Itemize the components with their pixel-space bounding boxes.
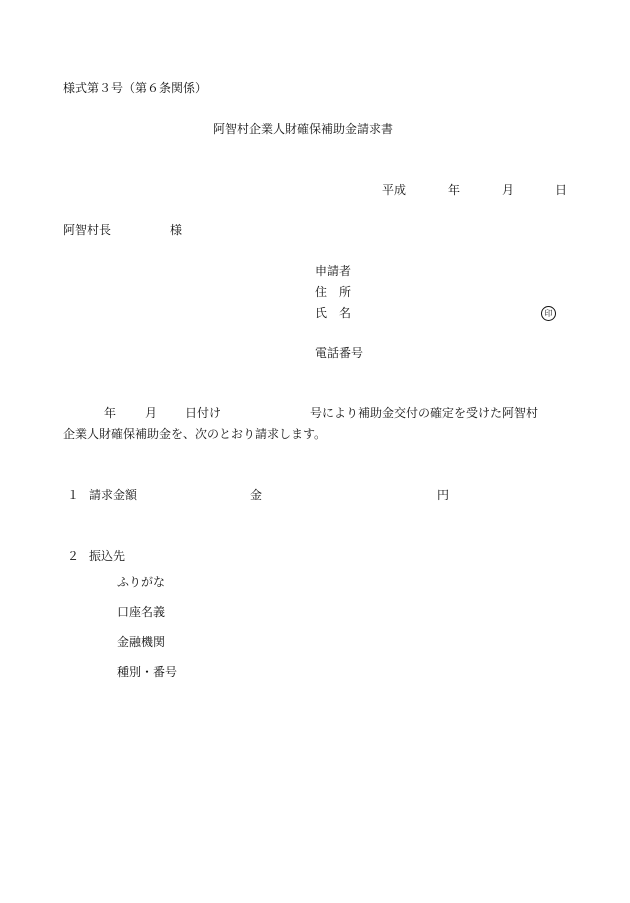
addressee-name: 阿智村長: [63, 223, 112, 237]
form-number: 様式第３号（第６条関係）: [63, 81, 208, 95]
applicant-address-label: 住 所: [315, 285, 352, 299]
field-account-name: 口座名義: [117, 605, 166, 619]
item1-label: 請求金額: [89, 488, 138, 502]
applicant-heading: 申請者: [315, 264, 352, 278]
form-title: 阿智村企業人財確保補助金請求書: [213, 122, 394, 136]
statement-dated-label: 日付け: [185, 406, 222, 420]
item1-yen: 円: [437, 488, 450, 502]
item2-number: ２: [67, 549, 80, 563]
date-month-label: 月: [502, 183, 515, 197]
statement-line1-text: 号により補助金交付の確定を受けた阿智村: [310, 406, 539, 420]
addressee-honorific: 様: [170, 223, 183, 237]
item1-number: １: [67, 488, 80, 502]
field-bank: 金融機関: [117, 635, 166, 649]
field-type-number: 種別・番号: [117, 665, 178, 679]
item1-kin: 金: [250, 488, 263, 502]
statement-year-label: 年: [104, 406, 117, 420]
applicant-name-label: 氏 名: [315, 306, 352, 320]
statement-month-label: 月: [145, 406, 158, 420]
date-year-label: 年: [448, 183, 461, 197]
field-furigana: ふりがな: [117, 575, 166, 589]
date-era: 平成: [382, 183, 407, 197]
item2-label: 振込先: [89, 549, 126, 563]
seal-mark: 印: [541, 306, 556, 321]
statement-line2-text: 企業人財確保補助金を、次のとおり請求します。: [63, 427, 327, 441]
date-day-label: 日: [555, 183, 568, 197]
applicant-phone-label: 電話番号: [315, 346, 364, 360]
